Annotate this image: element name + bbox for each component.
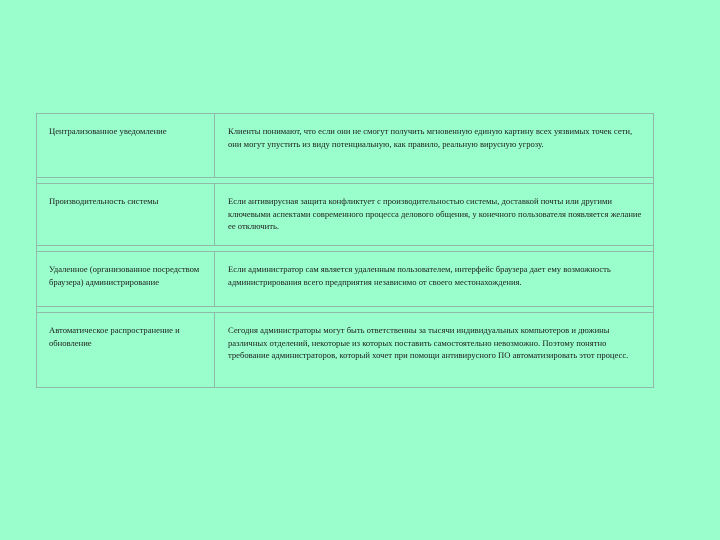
- description-cell: Клиенты понимают, что если они не смогут получить мгновенную единую картину всех уязвимых точек сети, они могут упустить из виду потенциальную, как правило, реальную вирусную угрозу.: [228, 126, 633, 149]
- feature-cell: Удаленное (организованное посредством браузера) администрирование: [37, 252, 215, 306]
- table-row: [37, 312, 653, 387]
- feature-cell: Производительность системы: [37, 184, 215, 245]
- feature-cell: Централизованное уведомление: [37, 114, 215, 177]
- table-row: [37, 251, 653, 306]
- description-cell: Если администратор сам является удаленным пользователем, интерфейс браузера дает ему возможность администрирования всего предприятия независимо от своего местонахождения.: [228, 264, 611, 287]
- features-table: [36, 113, 654, 388]
- feature-cell: Автоматическое распространение и обновление: [37, 313, 215, 387]
- description-cell: Сегодня администраторы могут быть ответственны за тысячи индивидуальных компьютеров и дюжины различных отделений, некоторые из которых поставить самостоятельно невозможно. Поэтому понятно требование администраторов, который хочет при помощи антивирусного ПО автоматизировать этот процесс.: [228, 325, 629, 360]
- description-cell: Если антивирусная защита конфликтует с производительностью системы, доставкой почты или другими ключевыми аспектами современного процесса делового общения, у конечного пользователя появляется желание ее отключить.: [228, 196, 642, 231]
- table-row: [37, 114, 653, 177]
- table-row: [37, 183, 653, 245]
